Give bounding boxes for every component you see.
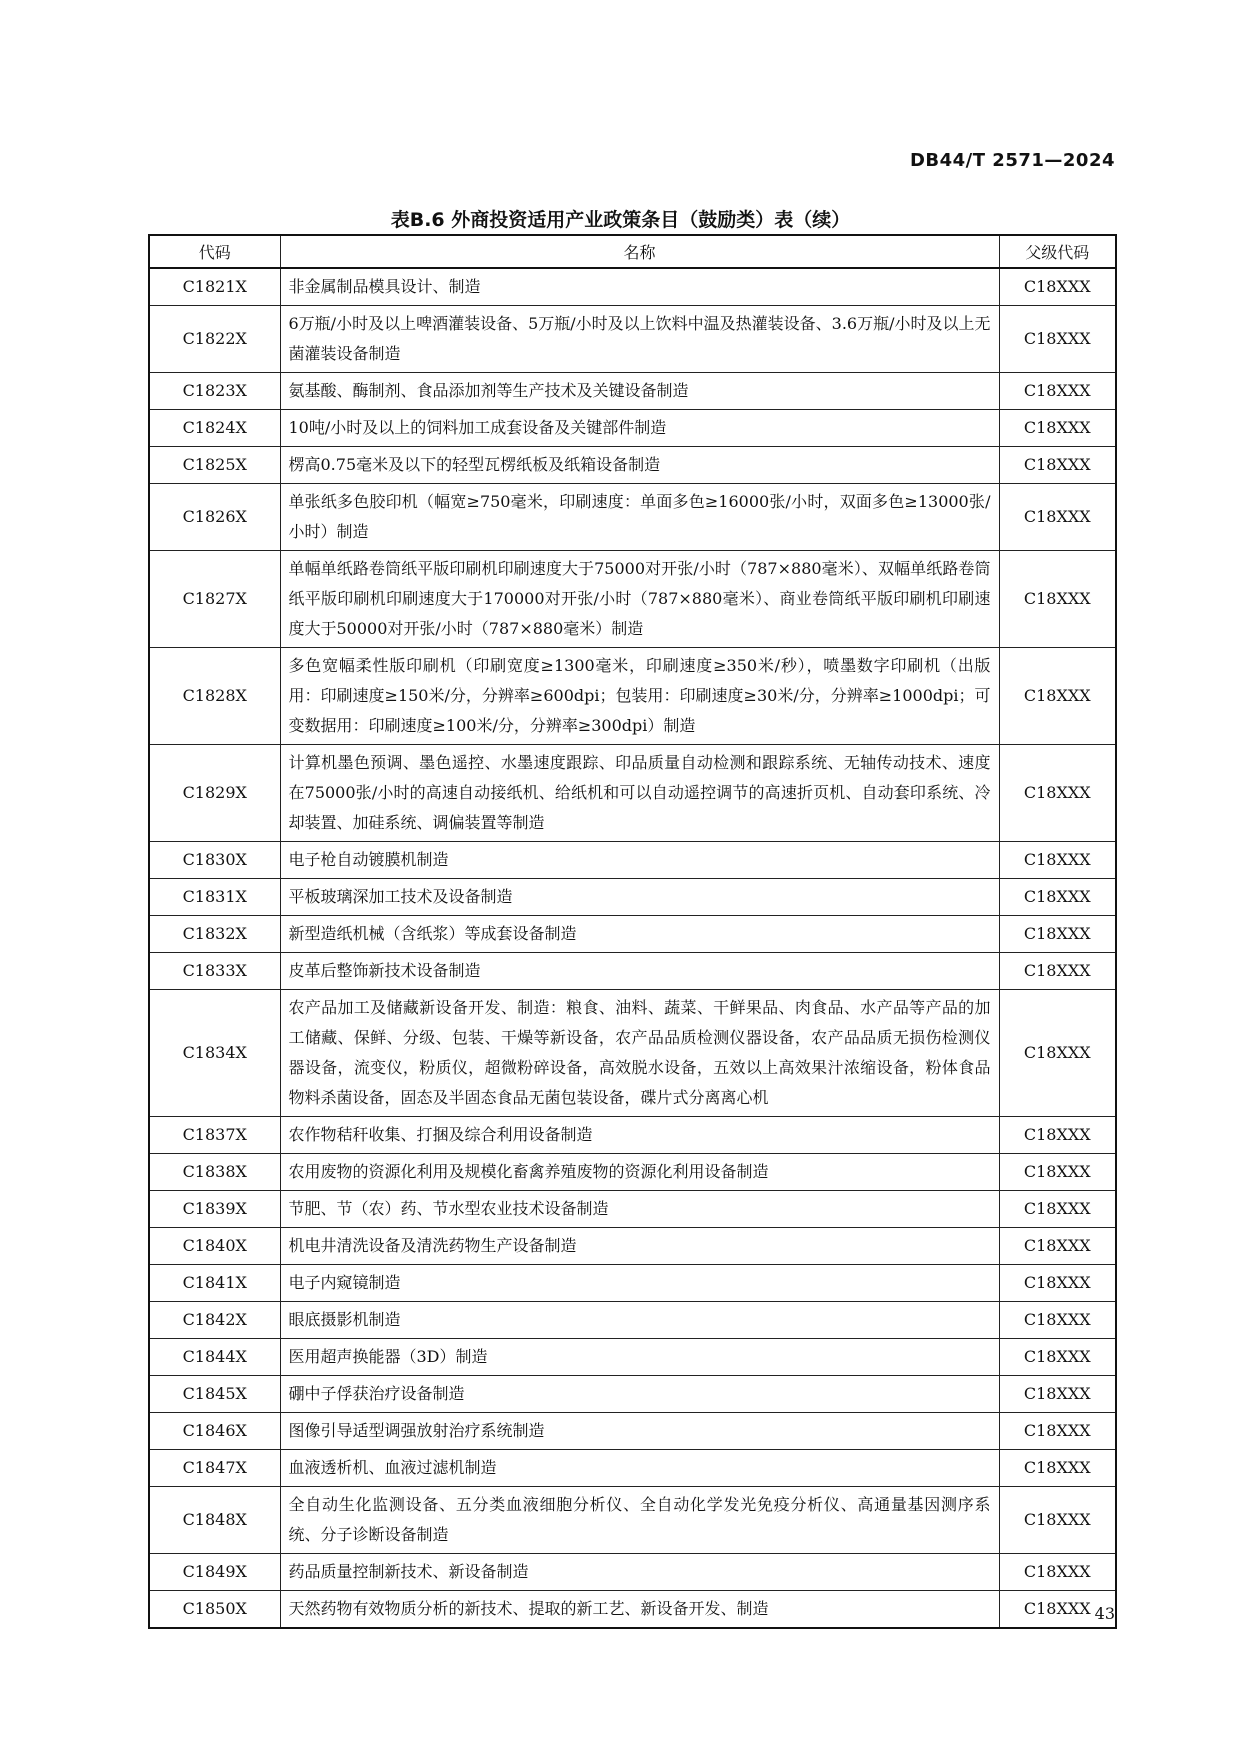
row-name-cell: 农产品加工及储藏新设备开发、制造：粮食、油料、蔬菜、干鲜果品、肉食品、水产品等产品的加工储藏、保鲜、分级、包装、干燥等新设备，农产品品质检测仪器设备，农产品品质无损伤检测仪器设备，流变仪，粉质仪，超微粉碎设备，高效脱水设备，五效以上高效果汁浓缩设备，粉体食品物料杀菌设备，固态及半固态食品无菌包装设备，碟片式分离离心机	[280, 990, 999, 1117]
row-code-cell: C1847X	[149, 1450, 280, 1487]
row-parent-code-cell: C18XXX	[999, 1554, 1116, 1591]
row-parent-code-cell: C18XXX	[999, 1591, 1116, 1629]
row-code-cell: C1845X	[149, 1376, 280, 1413]
row-parent-code-cell: C18XXX	[999, 410, 1116, 447]
row-name-cell: 10吨/小时及以上的饲料加工成套设备及关键部件制造	[280, 410, 999, 447]
row-parent-code-cell: C18XXX	[999, 1228, 1116, 1265]
row-name-cell: 单张纸多色胶印机（幅宽≥750毫米，印刷速度：单面多色≥16000张/小时，双面多色≥13000张/小时）制造	[280, 484, 999, 551]
table-row	[149, 268, 1116, 306]
row-code-cell: C1822X	[149, 306, 280, 373]
row-name-cell: 眼底摄影机制造	[280, 1302, 999, 1339]
row-code-cell: C1850X	[149, 1591, 280, 1629]
table-row	[149, 484, 1116, 551]
row-code-cell: C1831X	[149, 879, 280, 916]
row-parent-code-cell: C18XXX	[999, 990, 1116, 1117]
row-parent-code-cell: C18XXX	[999, 1339, 1116, 1376]
table-row	[149, 842, 1116, 879]
row-code-cell: C1842X	[149, 1302, 280, 1339]
row-code-cell: C1833X	[149, 953, 280, 990]
row-name-cell: 血液透析机、血液过滤机制造	[280, 1450, 999, 1487]
row-name-cell: 皮革后整饰新技术设备制造	[280, 953, 999, 990]
row-code-cell: C1825X	[149, 447, 280, 484]
policy-table	[148, 234, 1117, 1629]
row-code-cell: C1830X	[149, 842, 280, 879]
row-code-cell: C1826X	[149, 484, 280, 551]
row-name-cell: 楞高0.75毫米及以下的轻型瓦楞纸板及纸箱设备制造	[280, 447, 999, 484]
column-header-name: 名称	[280, 235, 999, 268]
column-header-parent: 父级代码	[999, 235, 1116, 268]
table-row	[149, 990, 1116, 1117]
table-row	[149, 373, 1116, 410]
row-name-cell: 氨基酸、酶制剂、食品添加剂等生产技术及关键设备制造	[280, 373, 999, 410]
row-parent-code-cell: C18XXX	[999, 1265, 1116, 1302]
row-parent-code-cell: C18XXX	[999, 1413, 1116, 1450]
table-row	[149, 1228, 1116, 1265]
row-code-cell: C1848X	[149, 1487, 280, 1554]
row-parent-code-cell: C18XXX	[999, 648, 1116, 745]
row-code-cell: C1823X	[149, 373, 280, 410]
row-name-cell: 农用废物的资源化利用及规模化畜禽养殖废物的资源化利用设备制造	[280, 1154, 999, 1191]
table-row	[149, 953, 1116, 990]
row-parent-code-cell: C18XXX	[999, 373, 1116, 410]
row-parent-code-cell: C18XXX	[999, 1487, 1116, 1554]
table-row	[149, 1302, 1116, 1339]
column-header-code: 代码	[149, 235, 280, 268]
table-row	[149, 916, 1116, 953]
row-code-cell: C1839X	[149, 1191, 280, 1228]
row-code-cell: C1828X	[149, 648, 280, 745]
table-row	[149, 1591, 1116, 1629]
row-name-cell: 医用超声换能器（3D）制造	[280, 1339, 999, 1376]
row-name-cell: 多色宽幅柔性版印刷机（印刷宽度≥1300毫米，印刷速度≥350米/秒），喷墨数字印刷机（出版用：印刷速度≥150米/分，分辨率≥600dpi；包装用：印刷速度≥30米/分，分辨率≥1000dpi；可变数据用：印刷速度≥100米/分，分辨率≥300dpi）制造	[280, 648, 999, 745]
row-name-cell: 6万瓶/小时及以上啤酒灌装设备、5万瓶/小时及以上饮料中温及热灌装设备、3.6万瓶/小时及以上无菌灌装设备制造	[280, 306, 999, 373]
row-name-cell: 平板玻璃深加工技术及设备制造	[280, 879, 999, 916]
row-parent-code-cell: C18XXX	[999, 916, 1116, 953]
row-code-cell: C1837X	[149, 1117, 280, 1154]
row-name-cell: 单幅单纸路卷筒纸平版印刷机印刷速度大于75000对开张/小时（787×880毫米）、双幅单纸路卷筒纸平版印刷机印刷速度大于170000对开张/小时（787×880毫米）、商业卷筒纸平版印刷机印刷速度大于50000对开张/小时（787×880毫米）制造	[280, 551, 999, 648]
table-body	[149, 268, 1116, 1628]
row-name-cell: 全自动生化监测设备、五分类血液细胞分析仪、全自动化学发光免疫分析仪、高通量基因测序系统、分子诊断设备制造	[280, 1487, 999, 1554]
table-row	[149, 1117, 1116, 1154]
table-row	[149, 1413, 1116, 1450]
row-parent-code-cell: C18XXX	[999, 842, 1116, 879]
table-row	[149, 1191, 1116, 1228]
row-parent-code-cell: C18XXX	[999, 1376, 1116, 1413]
table-row	[149, 410, 1116, 447]
table-title: 表B.6 外商投资适用产业政策条目（鼓励类）表（续）	[390, 209, 851, 231]
row-code-cell: C1834X	[149, 990, 280, 1117]
row-parent-code-cell: C18XXX	[999, 1302, 1116, 1339]
table-row	[149, 1450, 1116, 1487]
row-parent-code-cell: C18XXX	[999, 484, 1116, 551]
row-name-cell: 药品质量控制新技术、新设备制造	[280, 1554, 999, 1591]
row-parent-code-cell: C18XXX	[999, 1450, 1116, 1487]
row-name-cell: 非金属制品模具设计、制造	[280, 268, 999, 306]
row-parent-code-cell: C18XXX	[999, 1191, 1116, 1228]
row-name-cell: 新型造纸机械（含纸浆）等成套设备制造	[280, 916, 999, 953]
row-code-cell: C1844X	[149, 1339, 280, 1376]
row-code-cell: C1827X	[149, 551, 280, 648]
table-row	[149, 745, 1116, 842]
table-row	[149, 1154, 1116, 1191]
table-row	[149, 1554, 1116, 1591]
row-parent-code-cell: C18XXX	[999, 879, 1116, 916]
row-code-cell: C1849X	[149, 1554, 280, 1591]
table-row	[149, 1376, 1116, 1413]
table-row	[149, 1339, 1116, 1376]
row-parent-code-cell: C18XXX	[999, 1117, 1116, 1154]
row-name-cell: 机电井清洗设备及清洗药物生产设备制造	[280, 1228, 999, 1265]
row-code-cell: C1841X	[149, 1265, 280, 1302]
row-parent-code-cell: C18XXX	[999, 268, 1116, 306]
row-name-cell: 电子内窥镜制造	[280, 1265, 999, 1302]
row-name-cell: 电子枪自动镀膜机制造	[280, 842, 999, 879]
table-row	[149, 306, 1116, 373]
row-parent-code-cell: C18XXX	[999, 953, 1116, 990]
row-code-cell: C1840X	[149, 1228, 280, 1265]
row-name-cell: 硼中子俘获治疗设备制造	[280, 1376, 999, 1413]
table-row	[149, 879, 1116, 916]
table-row	[149, 447, 1116, 484]
row-name-cell: 计算机墨色预调、墨色遥控、水墨速度跟踪、印品质量自动检测和跟踪系统、无轴传动技术、速度在75000张/小时的高速自动接纸机、给纸机和可以自动遥控调节的高速折页机、自动套印系统、冷却装置、加硅系统、调偏装置等制造	[280, 745, 999, 842]
row-code-cell: C1824X	[149, 410, 280, 447]
document-code: DB44/T 2571—2024	[909, 150, 1115, 171]
table-row	[149, 1265, 1116, 1302]
row-code-cell: C1832X	[149, 916, 280, 953]
table-row	[149, 551, 1116, 648]
row-code-cell: C1829X	[149, 745, 280, 842]
row-parent-code-cell: C18XXX	[999, 306, 1116, 373]
row-name-cell: 图像引导适型调强放射治疗系统制造	[280, 1413, 999, 1450]
row-parent-code-cell: C18XXX	[999, 447, 1116, 484]
row-name-cell: 农作物秸秆收集、打捆及综合利用设备制造	[280, 1117, 999, 1154]
row-name-cell: 节肥、节（农）药、节水型农业技术设备制造	[280, 1191, 999, 1228]
row-name-cell: 天然药物有效物质分析的新技术、提取的新工艺、新设备开发、制造	[280, 1591, 999, 1629]
table-row	[149, 1487, 1116, 1554]
row-code-cell: C1821X	[149, 268, 280, 306]
row-parent-code-cell: C18XXX	[999, 551, 1116, 648]
row-code-cell: C1838X	[149, 1154, 280, 1191]
table-header-row	[149, 235, 1116, 268]
row-parent-code-cell: C18XXX	[999, 1154, 1116, 1191]
table-row	[149, 648, 1116, 745]
row-code-cell: C1846X	[149, 1413, 280, 1450]
row-parent-code-cell: C18XXX	[999, 745, 1116, 842]
page-number: 43	[1094, 1604, 1115, 1623]
